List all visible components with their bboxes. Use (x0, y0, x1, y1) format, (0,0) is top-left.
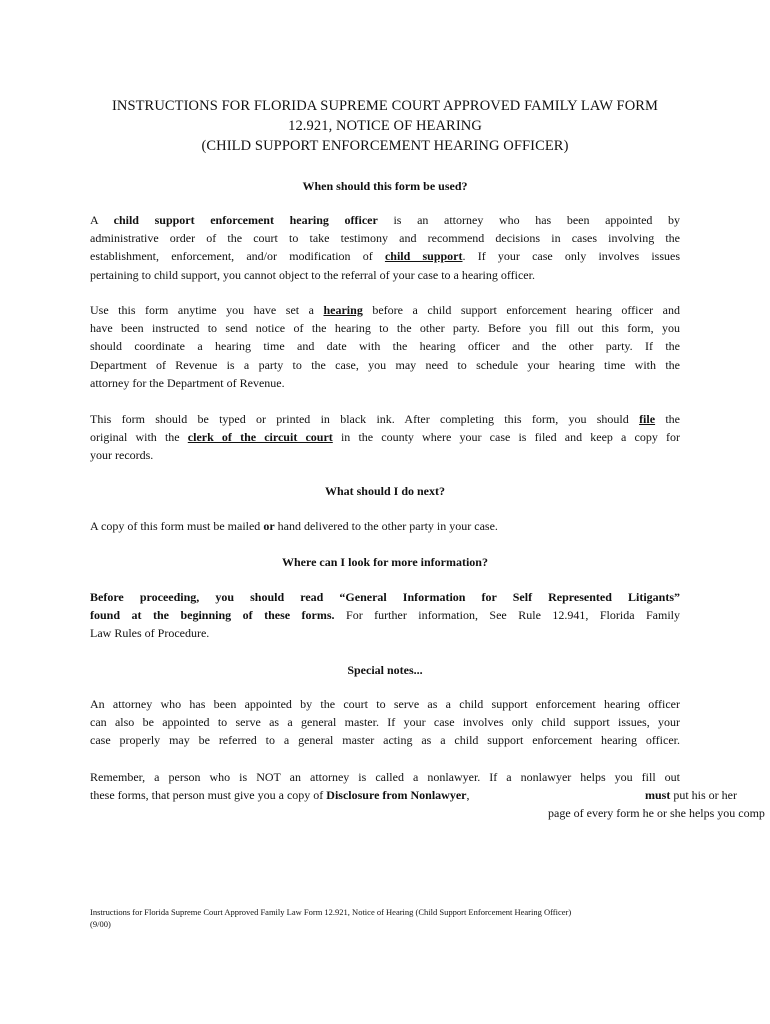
text: For further information, See Rule 12.941, Florida Family (346, 608, 680, 623)
text: put his or her (673, 788, 737, 802)
paragraph-line (90, 606, 680, 624)
text: is an attorney who has been appointed by (393, 213, 681, 227)
paragraph-line: can also be appointed to serve as a general master. If your case involves only child support issues, your (90, 715, 680, 730)
term-hearing-officer: child support enforcement hearing officer (113, 213, 378, 227)
text: hand delivered to the other party in your case. (277, 519, 498, 533)
text: A copy of this form must be mailed (90, 519, 261, 533)
document-title (60, 96, 710, 156)
paragraph-line (90, 410, 680, 428)
paragraph-line (90, 428, 680, 446)
text: A (90, 213, 99, 227)
term-or: or (263, 519, 275, 533)
paragraph-more-info (90, 588, 680, 643)
paragraph-hearing-officer (90, 211, 680, 284)
heading-more-info: Where can I look for more information? (282, 555, 488, 569)
text: in the county where your case is filed and keep a copy for (340, 430, 681, 445)
term-hearing: hearing (323, 303, 363, 317)
paragraph-line (90, 517, 680, 535)
text: before a child support enforcement hearing officer and (372, 303, 681, 317)
paragraph-line: attorney for the Department of Revenue. (90, 375, 285, 390)
text: the (665, 412, 681, 426)
text: original with the (90, 430, 180, 445)
paragraph-line: administrative order of the court to take testimony and recommend decisions in cases involving the (90, 231, 680, 246)
title-line-2: 12.921, NOTICE OF HEARING (288, 118, 482, 134)
heading-when-used: When should this form be used? (302, 179, 468, 193)
nonlawyer-line-2 (90, 786, 470, 804)
paragraph-line: An attorney who has been appointed by the court to serve as a child support enforcement hearing officer (90, 697, 680, 711)
paragraph-use-form (90, 301, 680, 392)
footer-revision-date: (9/00) (90, 919, 111, 929)
paragraph-line (90, 211, 680, 229)
paragraph-copy (90, 517, 680, 535)
heading-special-notes: Special notes... (347, 663, 423, 677)
text: . If your case only involves issues (462, 249, 680, 264)
text-bold: Before proceeding, you should read (90, 590, 324, 604)
nonlawyer-line-3: page of every form he or she helps you comp (548, 806, 765, 820)
paragraph-general-master (90, 695, 680, 750)
paragraph-line: Remember, a person who is NOT an attorney is called a nonlawyer. If a nonlawyer helps you fill out (90, 770, 680, 784)
term-clerk-circuit-court: clerk of the circuit court (187, 430, 333, 445)
text: establishment, enforcement, and/or modification of (90, 249, 373, 264)
paragraph-line (90, 247, 680, 265)
title-line-3: (CHILD SUPPORT ENFORCEMENT HEARING OFFICER) (201, 138, 569, 154)
paragraph-line: have been instructed to send notice of the hearing to the other party. Before you fill out this form, you (90, 321, 680, 336)
text: Use this form anytime you have set a (90, 303, 314, 317)
nonlawyer-line-2-end (645, 786, 737, 804)
text: these forms, that person must give you a copy of (90, 788, 324, 802)
paragraph-nonlawyer (90, 768, 680, 786)
paragraph-line (90, 301, 680, 319)
term-child-support: child support (384, 249, 463, 264)
text: This form should be typed or printed in black ink. After completing this form, you should (90, 412, 629, 426)
text: , (466, 788, 470, 802)
paragraph-line (90, 588, 680, 606)
general-information-title: “General Information for Self Represented Litigants” (339, 590, 680, 604)
term-must: must (645, 788, 671, 802)
page-footer (90, 906, 710, 930)
paragraph-line: your records. (90, 448, 154, 463)
paragraph-line: Department of Revenue is a party to the case, you may need to schedule your hearing time with the (90, 357, 680, 372)
paragraph-line: case properly may be referred to a general master acting as a child support enforcement hearing officer. (90, 733, 680, 748)
paragraph-line: Law Rules of Procedure. (90, 626, 210, 641)
paragraph-filing (90, 410, 680, 465)
title-line-1: INSTRUCTIONS FOR FLORIDA SUPREME COURT APPROVED FAMILY LAW FORM (111, 98, 659, 114)
disclosure-from-nonlawyer: Disclosure from Nonlawyer (326, 788, 467, 802)
paragraph-line: pertaining to child support, you cannot object to the referral of your case to a hearing officer. (90, 267, 535, 282)
term-file: file (639, 412, 656, 426)
text-bold: found at the beginning of these forms. (90, 608, 335, 623)
paragraph-line: should coordinate a hearing time and date with the hearing officer and the other party. If the (90, 339, 680, 354)
heading-what-next: What should I do next? (324, 484, 446, 498)
footer-form-title: Instructions for Florida Supreme Court Approved Family Law Form 12.921, Notice of Hearing (Child Support Enforcement Hearing Officer) (90, 907, 572, 917)
